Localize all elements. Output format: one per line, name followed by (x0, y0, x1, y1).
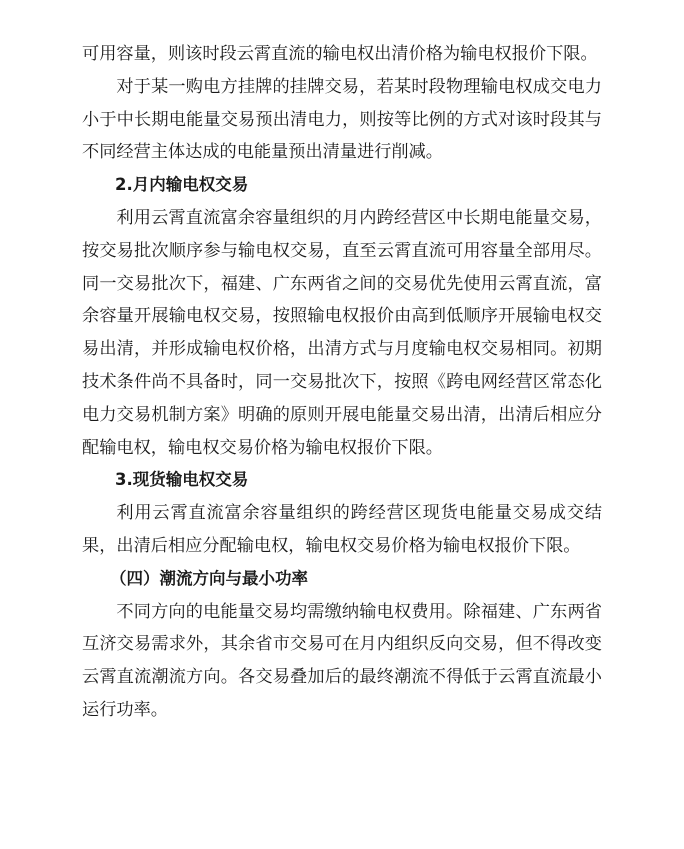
paragraph-spot-transmission-rights: 利用云霄直流富余容量组织的跨经营区现货电能量交易成交结果，出清后相应分配输电权，输电权交易价格为输电权报价下限。 (82, 503, 602, 556)
paragraph-listing-trade: 对于某一购电方挂牌的挂牌交易，若某时段物理输电权成交电力小于中长期电能量交易预出清电力，则按等比例的方式对该时段其与不同经营主体达成的电能量预出清量进行削减。 (82, 76, 602, 163)
paragraph-clearing-price: 可用容量，则该时段云霄直流的输电权出清价格为输电权报价下限。 (82, 44, 598, 64)
heading-monthly-transmission-rights: 2.月内输电权交易 (115, 175, 249, 195)
heading-spot-transmission-rights: 3.现货输电权交易 (115, 470, 249, 490)
paragraph-flow-direction: 不同方向的电能量交易均需缴纳输电权费用。除福建、广东两省互济交易需求外，其余省市交易可在月内组织反向交易，但不得改变云霄直流潮流方向。各交易叠加后的最终潮流不得低于云霄直流最小运行功率。 (82, 601, 602, 720)
heading-flow-direction: （四）潮流方向与最小功率 (110, 568, 309, 588)
paragraph-monthly-transmission-rights: 利用云霄直流富余容量组织的月内跨经营区中长期电能量交易，按交易批次顺序参与输电权交易，直至云霄直流可用容量全部用尽。同一交易批次下，福建、广东两省之间的交易优先使用云霄直流，富余容量开展输电权交易，按照输电权报价由高到低顺序开展输电权交易出清，并形成输电权价格，出清方式与月度输电权交易相同。初期技术条件尚不具备时，同一交易批次下，按照《跨电网经营区常态化电力交易机制方案》明确的原则开展电能量交易出清，出清后相应分配输电权，输电权交易价格为输电权报价下限。 (82, 207, 602, 458)
